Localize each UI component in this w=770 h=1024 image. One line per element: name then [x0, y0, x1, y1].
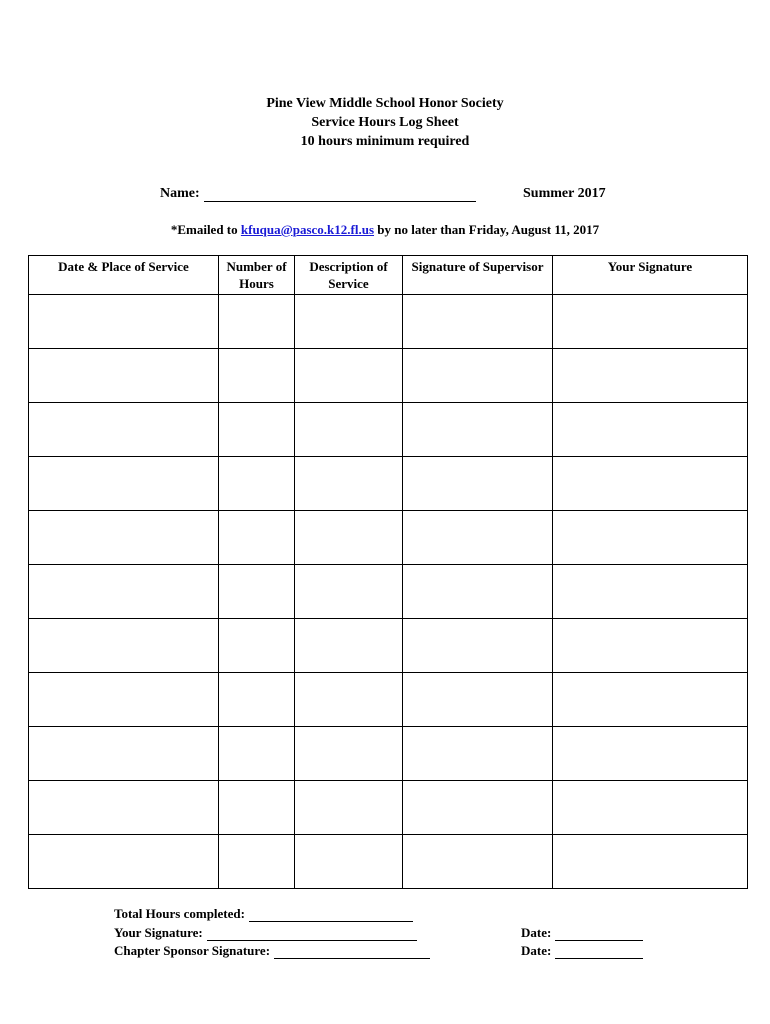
table-cell[interactable]	[403, 835, 553, 889]
table-cell[interactable]	[295, 727, 403, 781]
table-cell[interactable]	[29, 565, 219, 619]
table-row	[29, 565, 748, 619]
table-cell[interactable]	[295, 673, 403, 727]
table-cell[interactable]	[403, 619, 553, 673]
table-cell[interactable]	[29, 511, 219, 565]
column-header: Your Signature	[553, 256, 748, 295]
table-row	[29, 349, 748, 403]
table-row	[29, 781, 748, 835]
email-link[interactable]: kfuqua@pasco.k12.fl.us	[240, 222, 375, 237]
table-cell[interactable]	[29, 673, 219, 727]
table-cell[interactable]	[403, 457, 553, 511]
table-cell[interactable]	[29, 835, 219, 889]
your-signature-field[interactable]	[207, 927, 417, 941]
table-row	[29, 835, 748, 889]
email-suffix: by no later than Friday, August 11, 2017	[377, 222, 600, 237]
table-cell[interactable]	[295, 403, 403, 457]
total-hours-field[interactable]	[249, 908, 413, 922]
table-cell[interactable]	[29, 457, 219, 511]
service-log-table	[28, 255, 748, 889]
name-row	[160, 186, 476, 202]
table-cell[interactable]	[219, 403, 295, 457]
table-cell[interactable]	[219, 565, 295, 619]
table-cell[interactable]	[29, 403, 219, 457]
table-cell[interactable]	[219, 619, 295, 673]
table-cell[interactable]	[29, 349, 219, 403]
table-cell[interactable]	[219, 457, 295, 511]
table-cell[interactable]	[553, 403, 748, 457]
table-cell[interactable]	[219, 781, 295, 835]
table-cell[interactable]	[553, 349, 748, 403]
table-cell[interactable]	[403, 295, 553, 349]
date-label: Date:	[521, 925, 552, 940]
table-cell[interactable]	[553, 727, 748, 781]
column-header: Signature of Supervisor	[403, 256, 553, 295]
total-hours-label: Total Hours completed:	[114, 906, 245, 921]
table-cell[interactable]	[29, 295, 219, 349]
table-cell[interactable]	[295, 619, 403, 673]
table-cell[interactable]	[295, 835, 403, 889]
document-header	[0, 94, 770, 151]
table-row	[29, 511, 748, 565]
column-header: Description of Service	[295, 256, 403, 295]
table-row	[29, 673, 748, 727]
table-cell[interactable]	[553, 619, 748, 673]
requirement-text: 10 hours minimum required	[300, 134, 470, 149]
table-row	[29, 295, 748, 349]
email-prefix: *Emailed to	[170, 222, 238, 237]
table-cell[interactable]	[553, 781, 748, 835]
table-cell[interactable]	[219, 295, 295, 349]
table-cell[interactable]	[403, 511, 553, 565]
table-body	[29, 295, 748, 889]
table-row	[29, 457, 748, 511]
table-row	[29, 403, 748, 457]
school-title: Pine View Middle School Honor Society	[266, 96, 504, 111]
date-row-2	[521, 943, 643, 959]
term-label: Summer 2017	[523, 186, 606, 201]
table-header-row	[29, 256, 748, 295]
table-cell[interactable]	[295, 349, 403, 403]
table-cell[interactable]	[295, 781, 403, 835]
table-cell[interactable]	[295, 565, 403, 619]
table-cell[interactable]	[29, 619, 219, 673]
sponsor-signature-row	[114, 943, 430, 959]
table-cell[interactable]	[219, 835, 295, 889]
your-signature-row	[114, 925, 417, 941]
table-cell[interactable]	[29, 781, 219, 835]
table-cell[interactable]	[295, 295, 403, 349]
table-row	[29, 727, 748, 781]
table-cell[interactable]	[219, 349, 295, 403]
sponsor-signature-label: Chapter Sponsor Signature:	[114, 943, 271, 958]
table-cell[interactable]	[553, 673, 748, 727]
name-field[interactable]	[204, 187, 476, 202]
date-row-1	[521, 925, 643, 941]
email-note	[0, 222, 770, 238]
table-cell[interactable]	[553, 835, 748, 889]
sponsor-signature-field[interactable]	[274, 945, 430, 959]
table-cell[interactable]	[295, 457, 403, 511]
table-cell[interactable]	[553, 295, 748, 349]
table-cell[interactable]	[403, 403, 553, 457]
table-cell[interactable]	[403, 673, 553, 727]
date-label: Date:	[521, 943, 552, 958]
table-cell[interactable]	[553, 457, 748, 511]
your-signature-label: Your Signature:	[114, 925, 203, 940]
table-cell[interactable]	[219, 673, 295, 727]
total-hours-row	[114, 906, 413, 922]
table-cell[interactable]	[403, 781, 553, 835]
table-cell[interactable]	[219, 511, 295, 565]
table-cell[interactable]	[29, 727, 219, 781]
table-cell[interactable]	[295, 511, 403, 565]
table-row	[29, 619, 748, 673]
date-field[interactable]	[555, 927, 643, 941]
table-cell[interactable]	[219, 727, 295, 781]
date-field[interactable]	[555, 945, 643, 959]
table-cell[interactable]	[403, 349, 553, 403]
table-cell[interactable]	[553, 511, 748, 565]
column-header: Date & Place of Service	[29, 256, 219, 295]
name-label: Name:	[160, 186, 200, 201]
sheet-title: Service Hours Log Sheet	[311, 115, 459, 130]
table-cell[interactable]	[403, 565, 553, 619]
table-cell[interactable]	[403, 727, 553, 781]
column-header: Number of Hours	[219, 256, 295, 295]
table-cell[interactable]	[553, 565, 748, 619]
